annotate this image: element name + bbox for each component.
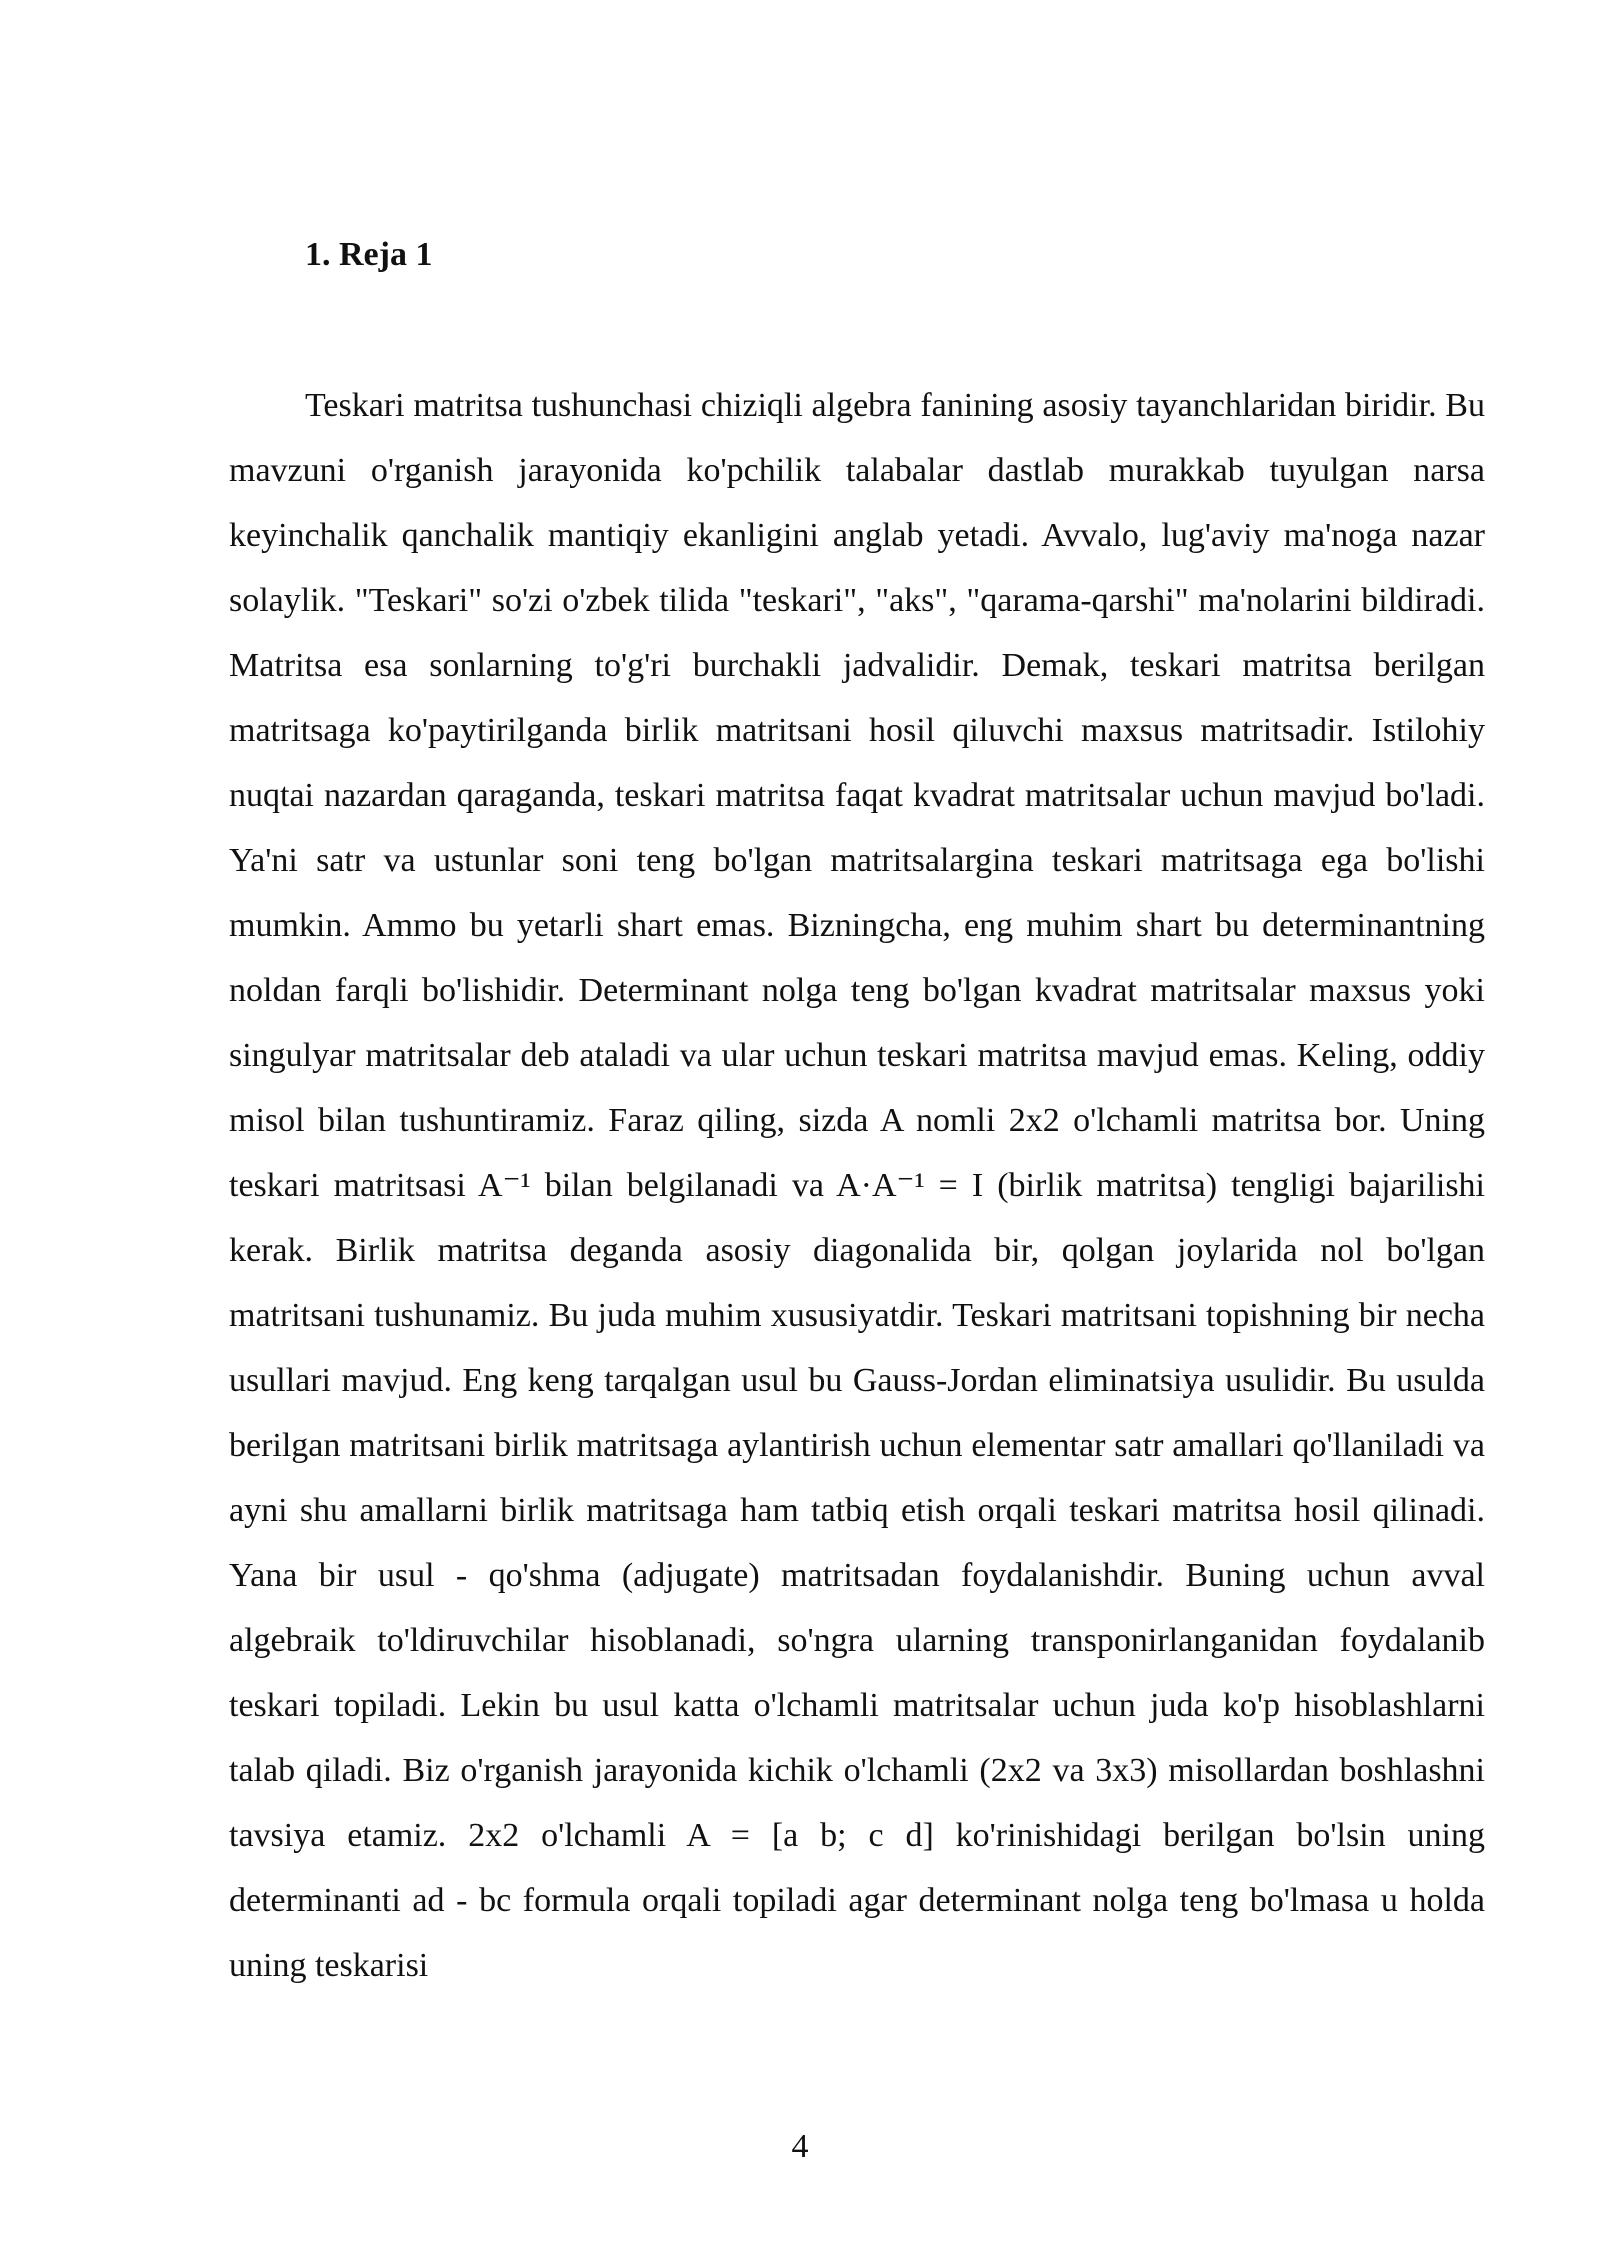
body-paragraph: Teskari matritsa tushunchasi chiziqli algebra fanining asosiy tayanchlaridan biridir. Bu mavzuni o'rganish jarayonida ko'pchilik talabalar dastlab murakkab tuyulgan narsa keyinchalik qanchalik mantiqiy ekanligini anglab yetadi. Avvalo, lug'aviy ma'noga nazar solaylik. "Teskari" so'zi o'zbek tilida "teskari", "aks", "qarama-qarshi" ma'nolarini bildiradi. Matritsa esa sonlarning to'g'ri burchakli jadvalidir. Demak, teskari matritsa berilgan matritsaga ko'paytirilganda birlik matritsani hosil qiluvchi maxsus matritsadir. Istilohiy nuqtai nazardan qaraganda, teskari matritsa faqat kvadrat matritsalar uchun mavjud bo'ladi. Ya'ni satr va ustunlar soni teng bo'lgan matritsalargina teskari matritsaga ega bo'lishi mumkin. Ammo bu yetarli shart emas. Bizningcha, eng muhim shart bu determinantning noldan farqli bo'lishidir. Determinant nolga teng bo'lgan kvadrat matritsalar maxsus yoki singulyar matritsalar deb ataladi va ular uchun teskari matritsa mavjud emas. Keling, oddiy misol bilan tushuntiramiz. Faraz qiling, sizda A nomli 2x2 o'lchamli matritsa bor. Uning teskari matritsasi A⁻¹ bilan belgilanadi va A·A⁻¹ = I (birlik matritsa) tengligi bajarilishi kerak. Birlik matritsa deganda asosiy diagonalida bir, qolgan joylarida nol bo'lgan matritsani tushunamiz. Bu juda muhim xususiyatdir. Teskari matritsani topishning bir necha usullari mavjud. Eng keng tarqalgan usul bu Gauss-Jordan eliminatsiya usulidir. Bu usulda berilgan matritsani birlik matritsaga aylantirish uchun elementar satr amallari qo'llaniladi va ayni shu amallarni birlik matritsaga ham tatbiq etish orqali teskari matritsa hosil qilinadi. Yana bir usul - qo'shma (adjugate) matritsadan foydalanishdir. Buning uchun avval algebraik to'ldiruvchilar hisoblanadi, so'ngra ularning transponirlanganidan foydalanib teskari topiladi. Lekin bu usul katta o'lchamli matritsalar uchun juda ko'p hisoblashlarni talab qiladi. Biz o'rganish jarayonida kichik o'lchamli (2x2 va 3x3) misollardan boshlashni tavsiya etamiz. 2x2 o'lchamli A = [a b; c d] ko'rinishidagi berilgan bo'lsin uning determinanti ad - bc formula orqali topiladi agar determinant nolga teng bo'lmasa u holda uning teskarisi (229, 387, 1485, 1984)
section-heading: 1. Reja 1 (305, 236, 433, 273)
page-number: 4 (791, 2128, 809, 2165)
